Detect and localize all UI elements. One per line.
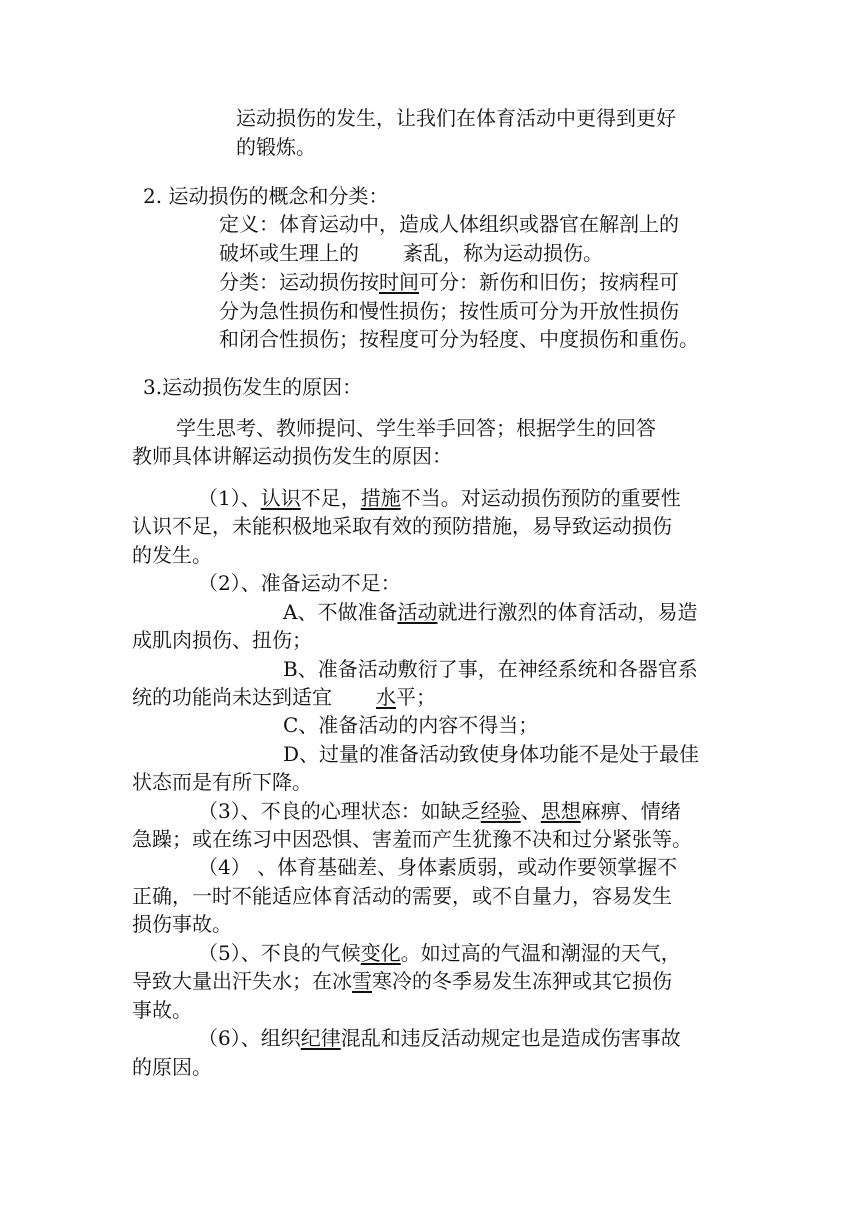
item-1-line-2: 认识不足，未能积极地采取有效的预防措施，易导致运动损伤 xyxy=(132,514,672,538)
item-4-line-2: 正确，一时不能适应体育活动的需要，或不自量力，容易发生 xyxy=(132,884,672,908)
item-5-line-3: 事故。 xyxy=(132,998,192,1022)
classification-line-2: 分为急性损伤和慢性损伤；按性质可分为开放性损伤 xyxy=(219,299,679,323)
classification-line-1: 分类：运动损伤按时间可分：新伤和旧伤；按病程可 xyxy=(219,270,679,294)
item-2d-line-2: 状态而是有所下降。 xyxy=(132,770,312,794)
section-3-para-line-2: 教师具体讲解运动损伤发生的原因： xyxy=(132,444,452,468)
item-4-line-1: （4） 、体育基础差、身体素质弱，或动作要领掌握不 xyxy=(198,855,678,879)
intro-line-1: 运动损伤的发生，让我们在体育活动中更得到更好 xyxy=(236,106,676,130)
item-2b-line-2: 统的功能尚未达到适宜 水平； xyxy=(132,685,436,709)
item-2c: C、准备活动的内容不得当； xyxy=(283,713,539,737)
definition-line-1: 定义：体育运动中，造成人体组织或器官在解剖上的 xyxy=(219,212,679,236)
item-6-line-1: （6）、组织纪律混乱和违反活动规定也是造成伤害事故 xyxy=(198,1026,681,1050)
classification-line-3: 和闭合性损伤；按程度可分为轻度、中度损伤和重伤。 xyxy=(219,327,699,351)
section-3-para-line-1: 学生思考、教师提问、学生举手回答；根据学生的回答 xyxy=(176,416,656,440)
item-1-line-1: （1）、认识不足，措施不当。对运动损伤预防的重要性 xyxy=(198,486,681,510)
item-2d-line-1: D、过量的准备活动致使身体功能不是处于最佳 xyxy=(283,742,700,766)
item-2a-line-1: A、不做准备活动就进行激烈的体育活动，易造 xyxy=(283,600,698,624)
item-2b-line-1: B、准备活动敷衍了事，在神经系统和各器官系 xyxy=(283,657,698,681)
item-5-line-1: （5）、不良的气候变化。如过高的气温和潮湿的天气， xyxy=(198,941,681,965)
definition-line-2: 破坏或生理上的 紊乱，称为运动损伤。 xyxy=(219,241,603,265)
item-5-line-2: 导致大量出汗失水；在冰雪寒冷的冬季易发生冻狎或其它损伤 xyxy=(132,969,672,993)
item-3-line-2: 急躁；或在练习中因恐惧、害羞而产生犹豫不决和过分紧张等。 xyxy=(132,827,692,851)
item-1-line-3: 的发生。 xyxy=(132,543,212,567)
intro-line-2: 的锻炼。 xyxy=(236,135,316,159)
item-2-heading: （2）、准备运动不足： xyxy=(198,571,401,595)
item-6-line-2: 的原因。 xyxy=(132,1055,212,1079)
section-2-heading: 2. 运动损伤的概念和分类： xyxy=(143,184,389,208)
item-4-line-3: 损伤事故。 xyxy=(132,912,232,936)
item-2a-line-2: 成肌肉损伤、扭伤； xyxy=(132,628,312,652)
item-3-line-1: （3）、不良的心理状态：如缺乏经验、思想麻痹、情绪 xyxy=(198,799,681,823)
section-3-heading: 3.运动损伤发生的原因： xyxy=(143,375,363,399)
